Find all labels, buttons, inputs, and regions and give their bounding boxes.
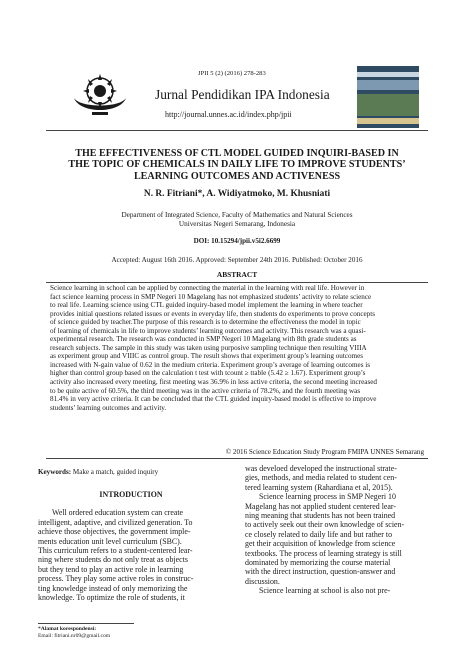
body-line: ments education unit level curriculum (SBC). [38,536,182,546]
unnes-seal-logo-icon [70,68,130,122]
body-line: was develoed developed the instructional strate- [245,464,397,473]
abstract-line: increased with N-gain value of 0.62 in the medium criteria. Experiment group’s average of learning outcomes is [50,360,371,369]
copyright-notice: © 2016 Science Education Study Program FMIPA UNNES Semarang [225,448,424,456]
abstract-line: activity also increased every meeting, first meeting was 36.9% in less active criteria, the second meeting increased [50,378,377,387]
keywords-text: Make a match, guided inquiry [71,468,159,476]
footnote-email[interactable]: Email: fitriani.nr09@gmail.com [38,633,111,639]
abstract-line: 81.4% in very active criteria. It can be concluded that the CTL guided inquiry-based model is effective to improve [50,395,377,404]
body-line: get their acquisition of knowledge from science [245,539,396,549]
footnote-label: *Alamat korespondensi: [38,626,97,632]
body-line: ting knowledge instead of only memorizing the [38,583,188,593]
body-line: process. They play some active roles in construc- [38,574,194,584]
body-line: dominated by memorizing the course material [245,558,391,568]
body-line: discussion. [245,576,280,586]
body-line: intelligent, adaptive, and civilized generation. To [38,517,193,527]
correspondence-footnote [38,626,110,640]
abstract-line: to be quite active of 60.5%, the third meeting was in the active criteria of 78.2%, and the fourth meeting was [50,386,361,395]
abstract-line: to real life. Learning science using CTL guided inquiry-based model implement the learning in where teacher [50,301,363,310]
body-line: Well ordered education system can create [52,508,184,518]
body-line: with the direct instruction, question-answer and [245,567,396,577]
body-line: ning meaning that students has not been trained [245,511,396,521]
keywords-label: Keywords: [38,468,72,476]
body-line: achieve those objectives, the government imple- [38,527,191,537]
publication-dates: Accepted: August 16th 2016. Approved: September 24th 2016. Published: October 2016 [111,256,363,264]
abstract-line: experimental research. The research was conducted in SMP Negeri 10 Magelang with 8th grade students as [50,335,357,344]
doi[interactable]: DOI: 10.15294/jpii.v5i2.6699 [193,237,281,245]
journal-cover-thumbnail-icon [357,66,419,128]
affiliation-university: Universitas Negeri Semarang, Indonesia [178,220,296,229]
copyright-divider [46,458,428,459]
journal-url[interactable]: http://journal.unnes.ac.id/index.php/jpii [165,110,292,119]
body-line: ning where students do not only treat as objects [38,555,188,565]
body-line: textbooks. The process of learning strategy is still [245,548,402,558]
section-heading-introduction: INTRODUCTION [99,490,163,499]
body-line: to actively seek out their own knowledge of scien- [245,520,405,530]
journal-issue-info: JPII 5 (2) (2016) 278-283 [198,70,266,77]
paper-title-line: THE TOPIC OF CHEMICALS IN DAILY LIFE TO IMPROVE STUDENTS’ [68,159,406,171]
abstract-line: higher than control group based on the calculation t test with tcount ≥ ttable (5.42 ≥ 1.67). Experiment group’s [50,369,366,378]
abstract-line: fact science learning process in SMP Negeri 10 Magelang has not emphasized students’ activity to relate science [50,292,372,301]
abstract-line: Science learning in school can be applied by connecting the material in the learning with real life. However in [50,284,365,292]
abstract-body [50,284,424,412]
abstract-line: of learning of chemicals in life to improve students’ learning outcomes and activity. This research was a quasi- [50,326,366,335]
journal-title: Jurnal Pendidikan IPA Indonesia [155,87,330,102]
body-line: knowledge. To optimize the role of students, it [38,593,185,603]
body-column-left [38,490,224,602]
affiliation [50,211,424,229]
abstract-divider [46,282,428,283]
body-column-right [245,464,431,596]
abstract-line: students’ learning outcomes and activity. [50,403,167,412]
paper-title-line: THE EFFECTIVENESS OF CTL MODEL GUIDED INQUIRI-BASED IN [75,148,399,159]
body-line: This curriculum refers to a student-centered lear- [38,546,193,556]
body-line: but they tend to play an active role in learning [38,564,184,574]
abstract-line: provides initial questions related issues or events in everyday life, then students do experiments to prove concepts [50,309,376,318]
paper-title [50,148,424,182]
abstract-line: as experiment group and VIIIC as control group. The result shows that experiment group’s learning outcomes [50,352,364,361]
abstract-heading: ABSTRACT [216,270,258,279]
abstract-line: of science guided by teacher.The purpose of this research is to determine the effectiveness the model in topic [50,318,361,327]
footnote-divider [38,623,134,624]
body-line: Science learning process in SMP Negeri 10 [259,492,396,502]
header-divider [46,130,428,131]
body-line: gies, methods, and media related to student cen- [245,473,397,483]
affiliation-department: Department of Integrated Science, Faculty of Mathematics and Natural Sciences [121,211,353,219]
paper-title-line: LEARNING OUTCOMES AND ACTIVENESS [133,170,341,182]
body-line: Science learning at school is also not pre- [259,586,391,596]
body-line: ce closely related to daily life and but rather to [245,529,393,539]
body-line: Magelang has not applied student centered lear- [245,501,397,511]
abstract-line: research subjects. The sample in this study was taken using purposive sampling technique then resulting VIIIA [50,343,367,352]
body-line: tered learning system (Rahardiana et al, 2015). [245,482,393,492]
authors: N. R. Fitriani*, A. Widiyatmoko, M. Khusniati [143,189,331,199]
